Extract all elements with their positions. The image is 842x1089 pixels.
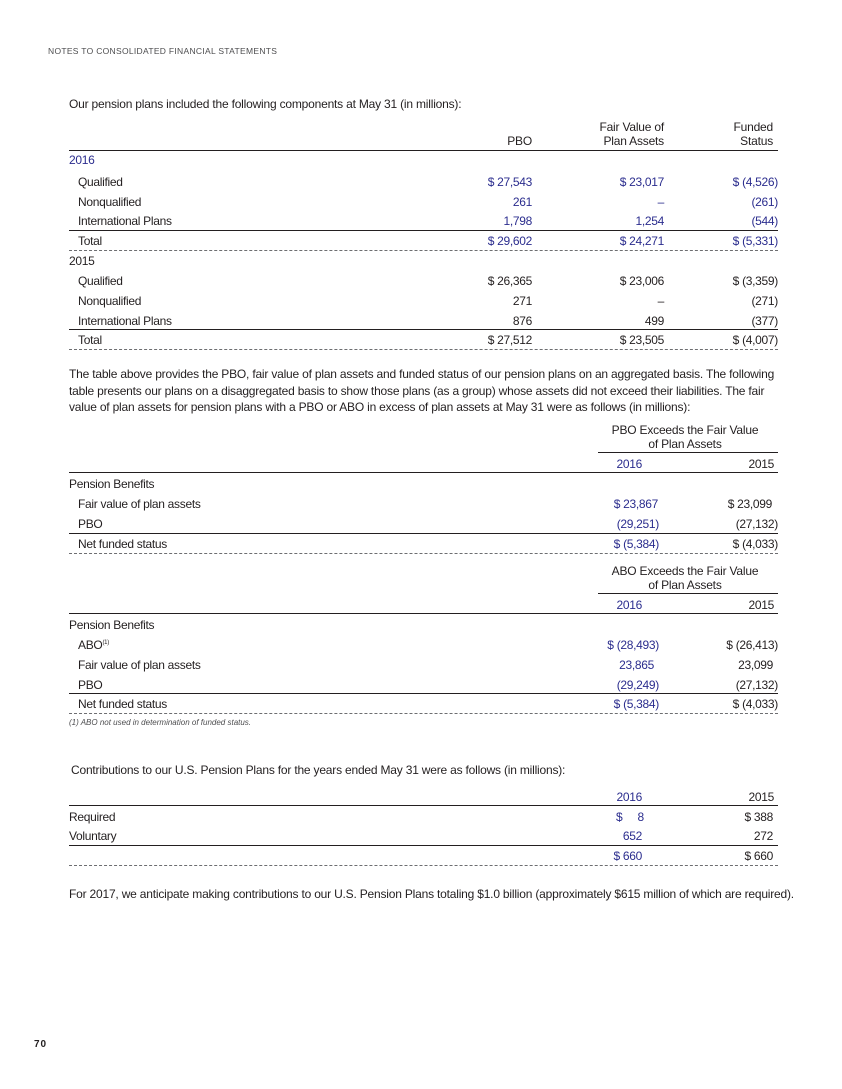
total-2016: $ 660 xyxy=(613,849,642,863)
row-label: Total xyxy=(78,234,102,248)
row-label: Qualified xyxy=(78,175,123,189)
explanatory-paragraph: The table above provides the PBO, fair value of plan assets and funded status of our pension plans on an aggregated basis. The following table presents our plans on a disaggregated basis to show those plans (as a group) whose assets did not exceed their liabilities. The fair value of plan assets for pension plans with a PBO or ABO in excess of plan assets at May 31 were as follows (in millions): xyxy=(69,367,775,414)
col-header-funded-line2: Status xyxy=(740,134,773,148)
value-2015: $ (26,413) xyxy=(726,638,778,652)
col-header-2016: 2016 xyxy=(616,457,642,471)
row-label: Nonqualified xyxy=(78,195,142,209)
fair-value-value: – xyxy=(657,195,664,209)
dashed-rule xyxy=(69,713,778,714)
table-title-line1: PBO Exceeds the Fair Value xyxy=(611,423,759,437)
table-rule xyxy=(69,329,778,330)
col-header-2016: 2016 xyxy=(616,790,642,804)
table-title-line2: of Plan Assets xyxy=(648,437,722,451)
pbo-value: 271 xyxy=(512,294,532,308)
fair-value-value: 499 xyxy=(644,314,664,328)
section-label: Pension Benefits xyxy=(69,618,155,632)
col-header-2015: 2015 xyxy=(748,457,774,471)
col-header-fair-value-line2: Plan Assets xyxy=(603,134,664,148)
row-label: Total xyxy=(78,333,102,347)
value-2015: $ 388 xyxy=(744,810,773,824)
footnote-marker: (1) xyxy=(102,640,109,646)
row-label: PBO xyxy=(78,678,103,692)
pbo-value: 261 xyxy=(512,195,532,209)
value-2015: 272 xyxy=(753,829,773,843)
funded-status-value: (261) xyxy=(751,195,778,209)
value-2016: (29,251) xyxy=(616,517,659,531)
total-2015: $ 660 xyxy=(744,849,773,863)
footnote: (1) ABO not used in determination of funded status. xyxy=(69,718,252,727)
table-rule xyxy=(69,805,778,806)
funded-status-value: $ (4,526) xyxy=(732,175,778,189)
table-title-line1: ABO Exceeds the Fair Value xyxy=(611,564,759,578)
row-label: Qualified xyxy=(78,274,123,288)
abo-label: ABO xyxy=(78,638,103,652)
pbo-value: $ 27,543 xyxy=(487,175,532,189)
fair-value-value: $ 23,505 xyxy=(619,333,664,347)
row-label: Fair value of plan assets xyxy=(78,658,201,672)
table-rule xyxy=(69,845,778,846)
table-rule xyxy=(69,693,778,694)
row-label: International Plans xyxy=(78,314,172,328)
table-rule xyxy=(598,452,778,453)
dashed-rule xyxy=(69,349,778,350)
funded-status-value: $ (4,007) xyxy=(732,333,778,347)
intro-text-components: Our pension plans included the following components at May 31 (in millions): xyxy=(69,97,462,111)
table-rule xyxy=(69,472,778,473)
row-label: PBO xyxy=(78,517,103,531)
value-2016: $ (5,384) xyxy=(613,537,659,551)
table-rule xyxy=(69,533,778,534)
fair-value-value: $ 23,006 xyxy=(619,274,664,288)
running-header: NOTES TO CONSOLIDATED FINANCIAL STATEMENTS xyxy=(48,46,278,56)
funded-status-value: $ (5,331) xyxy=(732,234,778,248)
value-2016: $ (5,384) xyxy=(613,697,659,711)
col-header-2015: 2015 xyxy=(748,790,774,804)
funded-status-value: $ (3,359) xyxy=(732,274,778,288)
col-header-2016: 2016 xyxy=(616,598,642,612)
funded-status-value: (271) xyxy=(751,294,778,308)
year-label-2016: 2016 xyxy=(69,153,95,167)
value-2015: (27,132) xyxy=(735,517,778,531)
pbo-value: $ 29,602 xyxy=(487,234,532,248)
funded-status-value: (377) xyxy=(751,314,778,328)
pbo-value: $ 27,512 xyxy=(487,333,532,347)
funded-status-value: (544) xyxy=(751,214,778,228)
col-header-2015: 2015 xyxy=(748,598,774,612)
row-label: Net funded status xyxy=(78,697,167,711)
dashed-rule xyxy=(69,865,778,866)
table-rule xyxy=(69,613,778,614)
col-header-funded-line1: Funded xyxy=(733,120,773,134)
row-label: International Plans xyxy=(78,214,172,228)
row-label: Nonqualified xyxy=(78,294,142,308)
value-2015: $ 23,099 xyxy=(727,497,772,511)
col-header-pbo: PBO xyxy=(507,134,532,148)
fair-value-value: – xyxy=(657,294,664,308)
pbo-value: 876 xyxy=(512,314,532,328)
value-2015: $ (4,033) xyxy=(732,537,778,551)
year-label-2015: 2015 xyxy=(69,254,95,268)
table-title-line2: of Plan Assets xyxy=(648,578,722,592)
intro-text-contributions: Contributions to our U.S. Pension Plans for the years ended May 31 were as follows (in millions): xyxy=(71,763,566,777)
section-label: Pension Benefits xyxy=(69,477,155,491)
row-label: Voluntary xyxy=(69,829,117,843)
page-number: 70 xyxy=(34,1039,48,1050)
pbo-value: 1,798 xyxy=(503,214,532,228)
value-2015: (27,132) xyxy=(735,678,778,692)
value-2015: $ (4,033) xyxy=(732,697,778,711)
value-2016: 23,865 xyxy=(619,658,654,672)
col-header-fair-value-line1: Fair Value of xyxy=(599,120,664,134)
row-label: Net funded status xyxy=(78,537,167,551)
fair-value-value: $ 24,271 xyxy=(619,234,664,248)
fair-value-value: $ 23,017 xyxy=(619,175,664,189)
value-2016: $ 8 xyxy=(616,810,644,824)
value-2016: (29,249) xyxy=(616,678,659,692)
value-2016: $ 23,867 xyxy=(613,497,658,511)
row-label: Required xyxy=(69,810,116,824)
row-label-abo xyxy=(78,638,109,652)
value-2016: 652 xyxy=(622,829,642,843)
fair-value-value: 1,254 xyxy=(635,214,664,228)
dashed-rule xyxy=(69,250,778,251)
pbo-value: $ 26,365 xyxy=(487,274,532,288)
dashed-rule xyxy=(69,553,778,554)
value-2016: $ (28,493) xyxy=(607,638,659,652)
table-rule xyxy=(69,150,778,151)
value-2015: 23,099 xyxy=(738,658,773,672)
table-rule xyxy=(598,593,778,594)
outlook-paragraph: For 2017, we anticipate making contributions to our U.S. Pension Plans totaling $1.0 billion (approximately $615 million of which are required). xyxy=(69,887,794,901)
row-label: Fair value of plan assets xyxy=(78,497,201,511)
table-rule xyxy=(69,230,778,231)
